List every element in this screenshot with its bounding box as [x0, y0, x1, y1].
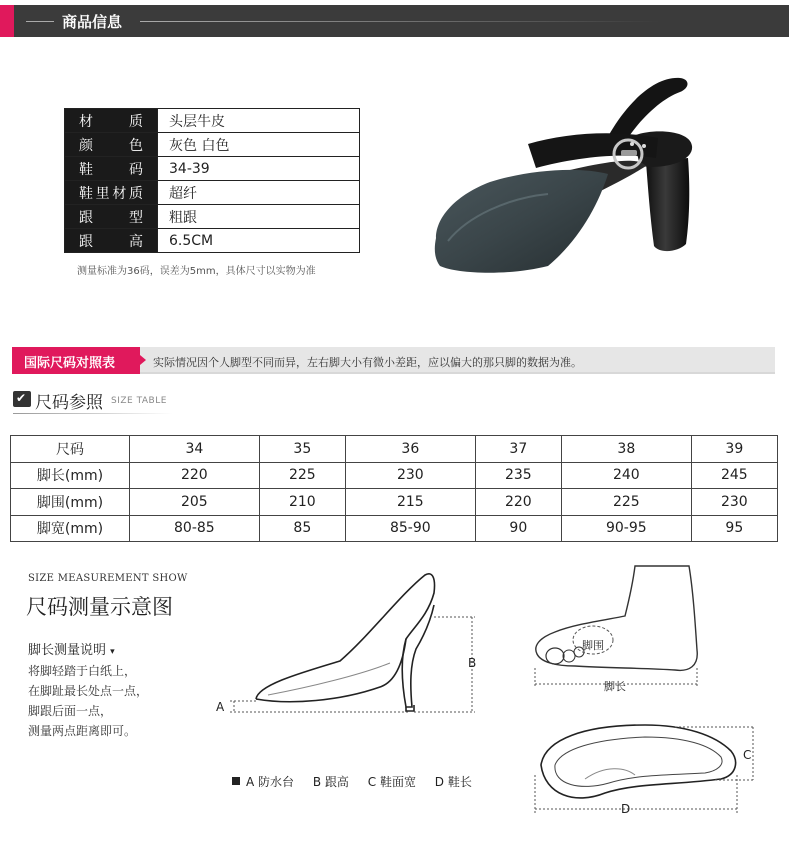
product-info-table	[64, 108, 360, 253]
diagram-legend	[232, 773, 487, 790]
table-row	[11, 489, 778, 516]
product-image-sandal	[428, 66, 718, 276]
instruction-line: 测量两点距离即可。	[28, 724, 137, 738]
foot-diagram	[525, 560, 710, 695]
table-row	[11, 462, 778, 489]
measurement-subtitle	[28, 639, 115, 658]
table-cell: 90	[475, 515, 561, 542]
table-cell: 36	[345, 436, 475, 463]
legend-item: C 鞋面宽	[367, 775, 416, 789]
label-b: B	[468, 656, 477, 670]
info-key: 材 质	[65, 109, 158, 133]
header-divider-left	[26, 21, 54, 22]
sole-diagram	[525, 715, 765, 830]
table-cell: 85	[259, 515, 345, 542]
table-cell: 205	[130, 489, 260, 516]
info-value: 灰色 白色	[158, 133, 360, 157]
section-title: 商品信息	[62, 13, 123, 31]
table-cell: 220	[475, 489, 561, 516]
triangle-down-icon: ▾	[110, 647, 115, 657]
info-key: 鞋 码	[65, 157, 158, 181]
table-cell: 225	[259, 462, 345, 489]
info-row	[65, 109, 360, 133]
table-cell: 230	[691, 489, 777, 516]
legend-item: D 鞋长	[434, 775, 472, 789]
legend-item: A 防水台	[232, 775, 294, 789]
table-cell: 235	[475, 462, 561, 489]
checkbox-icon: ✔	[13, 391, 31, 407]
header-accent	[0, 5, 14, 37]
info-value: 超纤	[158, 181, 360, 205]
table-cell: 95	[691, 515, 777, 542]
table-cell: 215	[345, 489, 475, 516]
info-row	[65, 205, 360, 229]
header-divider-right	[140, 21, 660, 22]
measurement-title-cn: 尺码测量示意图	[26, 595, 173, 619]
info-key: 跟 高	[65, 229, 158, 253]
row-header: 尺码	[11, 436, 130, 463]
table-row	[11, 436, 778, 463]
label-length: 脚长	[604, 680, 626, 693]
info-value: 6.5CM	[158, 229, 360, 253]
size-reference-subtitle: SIZE TABLE	[111, 396, 167, 406]
label-c: C	[743, 748, 752, 762]
label-girth: 脚围	[582, 639, 604, 652]
info-key: 颜 色	[65, 133, 158, 157]
table-cell: 90-95	[561, 515, 691, 542]
info-value: 粗跟	[158, 205, 360, 229]
table-cell: 240	[561, 462, 691, 489]
label-a: A	[216, 700, 225, 714]
heading-underline	[13, 413, 173, 414]
info-row	[65, 157, 360, 181]
table-cell: 230	[345, 462, 475, 489]
measurement-instructions	[28, 661, 148, 741]
measurement-title-en: SIZE MEASUREMENT SHOW	[28, 573, 188, 584]
size-chart-tag: 国际尺码对照表	[12, 347, 140, 374]
instruction-line: 脚跟后面一点，	[28, 704, 113, 718]
row-header: 脚长(mm)	[11, 462, 130, 489]
info-key: 鞋里材质	[65, 181, 158, 205]
info-value: 34-39	[158, 157, 360, 181]
legend-item: B 跟高	[312, 775, 349, 789]
table-cell: 38	[561, 436, 691, 463]
square-bullet-icon	[232, 777, 240, 785]
size-chart-banner	[12, 347, 775, 374]
table-cell: 39	[691, 436, 777, 463]
size-reference-title: 尺码参照	[35, 393, 103, 413]
measurement-note: 测量标准为36码，误差为5mm，具体尺寸以实物为准	[77, 266, 316, 277]
table-cell: 220	[130, 462, 260, 489]
measurement-subtitle-text: 脚长测量说明	[28, 643, 107, 658]
size-table	[10, 435, 778, 542]
row-header: 脚围(mm)	[11, 489, 130, 516]
table-row	[11, 515, 778, 542]
info-row	[65, 229, 360, 253]
table-cell: 35	[259, 436, 345, 463]
info-row	[65, 133, 360, 157]
section-header-bar	[0, 5, 789, 37]
table-cell: 34	[130, 436, 260, 463]
info-row	[65, 181, 360, 205]
tag-arrow-icon	[140, 355, 146, 365]
table-cell: 225	[561, 489, 691, 516]
size-chart-description: 实际情况因个人脚型不同而异，左右脚大小有微小差距，应以偏大的那只脚的数据为准。	[153, 356, 582, 369]
table-cell: 210	[259, 489, 345, 516]
table-cell: 37	[475, 436, 561, 463]
instruction-line: 将脚轻踏于白纸上，	[28, 664, 137, 678]
row-header: 脚宽(mm)	[11, 515, 130, 542]
table-cell: 80-85	[130, 515, 260, 542]
label-d: D	[621, 802, 631, 816]
table-cell: 245	[691, 462, 777, 489]
info-value: 头层牛皮	[158, 109, 360, 133]
table-cell: 85-90	[345, 515, 475, 542]
high-heel-diagram	[210, 565, 490, 725]
instruction-line: 在脚趾最长处点一点，	[28, 684, 149, 698]
info-key: 跟 型	[65, 205, 158, 229]
